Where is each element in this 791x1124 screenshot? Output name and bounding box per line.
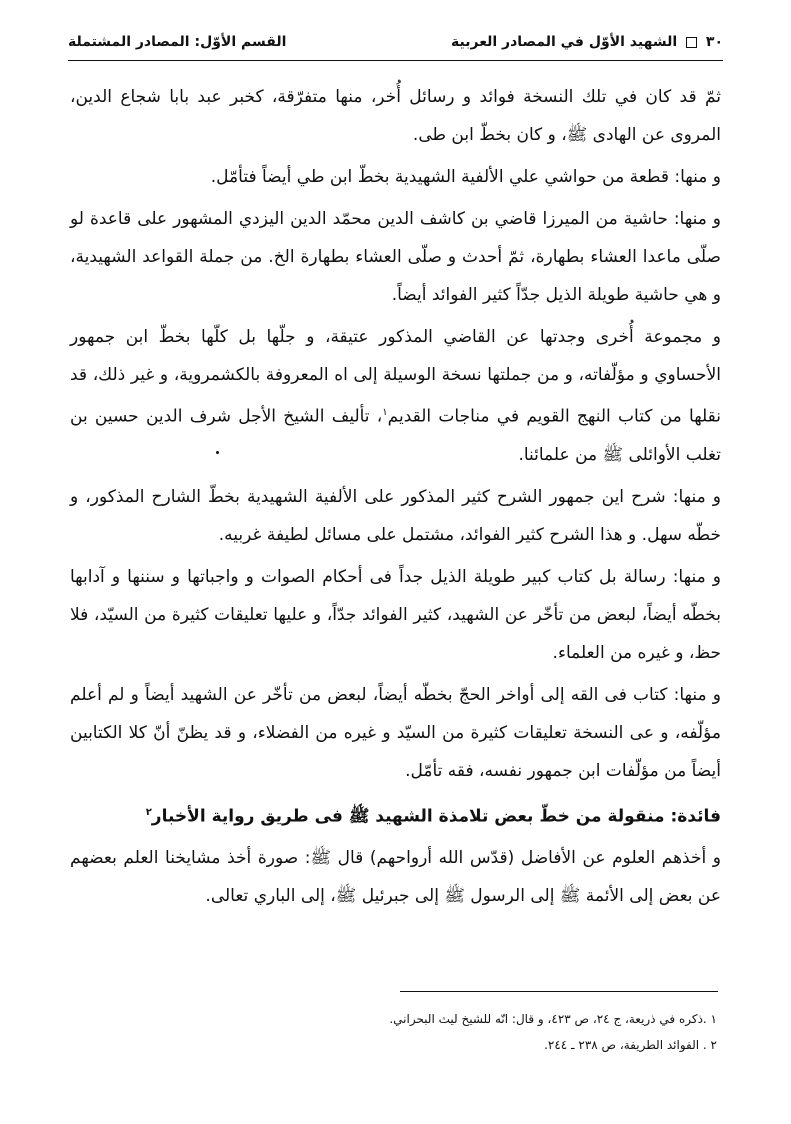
paragraph-4-rest: ، تأليف الشيخ الأجل شرف الدين حسين بن تغلب الأوائلى ﷺ من علمائنا.: [70, 406, 721, 465]
paragraph-4-text: و مجموعة أُخرى وجدتها عن القاضي المذكور عتيقة، و جلّها بل كلّها بخطّ ابن جمهور الأحساوي و مؤلّفاته، و من جملتها نسخة الوسيلة إلى اه المعروفة بالكشمروية، و غير ذلك، قد نقلها من كتاب النهج القويم في مناجات القديم: [70, 327, 721, 427]
page-number: ٣٠: [705, 34, 723, 50]
paragraph-5: و منها: شرح اين جمهور الشرح كثير المذكور على الألفية الشهيدية بخطّ الشارح المذكور، و خطّه سهل. و هذا الشرح كثير الفوائد، مشتمل على مسائل لطيفة غربيه.: [70, 486, 721, 545]
section-title: القسم الأوّل: المصادر المشتملة: [68, 34, 287, 50]
paragraph-2: و منها: قطعة من حواشي علي الألفية الشهيدية بخطّ ابن طي أيضاً فتأمّل.: [210, 167, 721, 187]
footnotes: [70, 1006, 717, 1058]
final-paragraph: و أخذهم العلوم عن الأفاضل (قدّس الله أرواحهم) قال ﷺ: صورة أخذ مشايخنا العلم بعضهم عن بعض إلى الأئمة ﷺ إلى الرسول ﷺ إلى جبرئيل ﷺ، إلى الباري تعالى.: [70, 848, 721, 907]
footnote-2: ٢ . الفوائد الطريفة، ص ٢٣٨ ـ ٢٤٤.: [544, 1038, 717, 1052]
section-heading: [70, 794, 721, 836]
main-text: [70, 78, 721, 919]
footnote-ref-1[interactable]: ١: [382, 407, 388, 418]
square-ornament-icon: [686, 37, 697, 48]
paragraph-7: و منها: كتاب فى القه إلى أواخر الحجّ بخطّه أيضاً، لبعض من تأخّر عن الشهيد أيضاً و لم أعلم مؤلّفه، و عى النسخة تعليقات كثيرة من السيّد و غيره من الفضلاء، و قد يظنّ أنّ كلا الكتابين أيضاً من مؤلّفات ابن جمهور نفسه، فقه تأمّل.: [70, 684, 721, 781]
paragraph-6: و منها: رسالة بل كتاب كبير طويلة الذيل جداً فى أحكام الصوات و واجباتها و سننها و آدابها بخطّه أيضاً، لبعض من تأخّر عن الشهيد، كثير الفوائد جدّاً، و عليها تعليقات كثيرة من السيّد، فلا حظ، و غيره من العلماء.: [70, 566, 721, 663]
heading-text: فائدة: منقولة من خطّ بعض تلامذة الشهيد ﷺ فى طريق رواية الأخبار: [151, 806, 721, 827]
running-head-right: [451, 34, 723, 50]
footnote-1: ١ .ذكره في ذريعة، ج ٢٤، ص ٤٢٣، و قال: انّه للشيخ ليث البحراني.: [389, 1012, 717, 1026]
paragraph-4: [70, 318, 721, 474]
paragraph-1: ثمّ قد كان في تلك النسخة فوائد و رسائل أُخر، منها متفرّقة، كخبر عبد بابا شجاع الدين، المروى عن الهادى ﷺ، و كان بخطّ ابن طى.: [70, 87, 721, 145]
footnote-divider: [400, 991, 718, 992]
footnote-ref-2[interactable]: ٢: [145, 806, 152, 818]
header-divider: [68, 60, 723, 61]
paragraph-3: و منها: حاشية من الميرزا قاضي بن كاشف الدين محمّد الدين اليزدي المشهور على قاعدة لو صلّى ماعدا العشاء بطهارة، ثمّ أحدث و صلّى العشاء بطهارة الخ. من جملة القواعد الشهيدية، و هي حاشية طويلة الذيل جدّاً كثير الفوائد أيضاً.: [70, 209, 721, 305]
stray-dot: [216, 451, 219, 454]
page-header: [68, 34, 723, 58]
book-title: الشهيد الأوّل في المصادر العربية: [451, 34, 678, 50]
